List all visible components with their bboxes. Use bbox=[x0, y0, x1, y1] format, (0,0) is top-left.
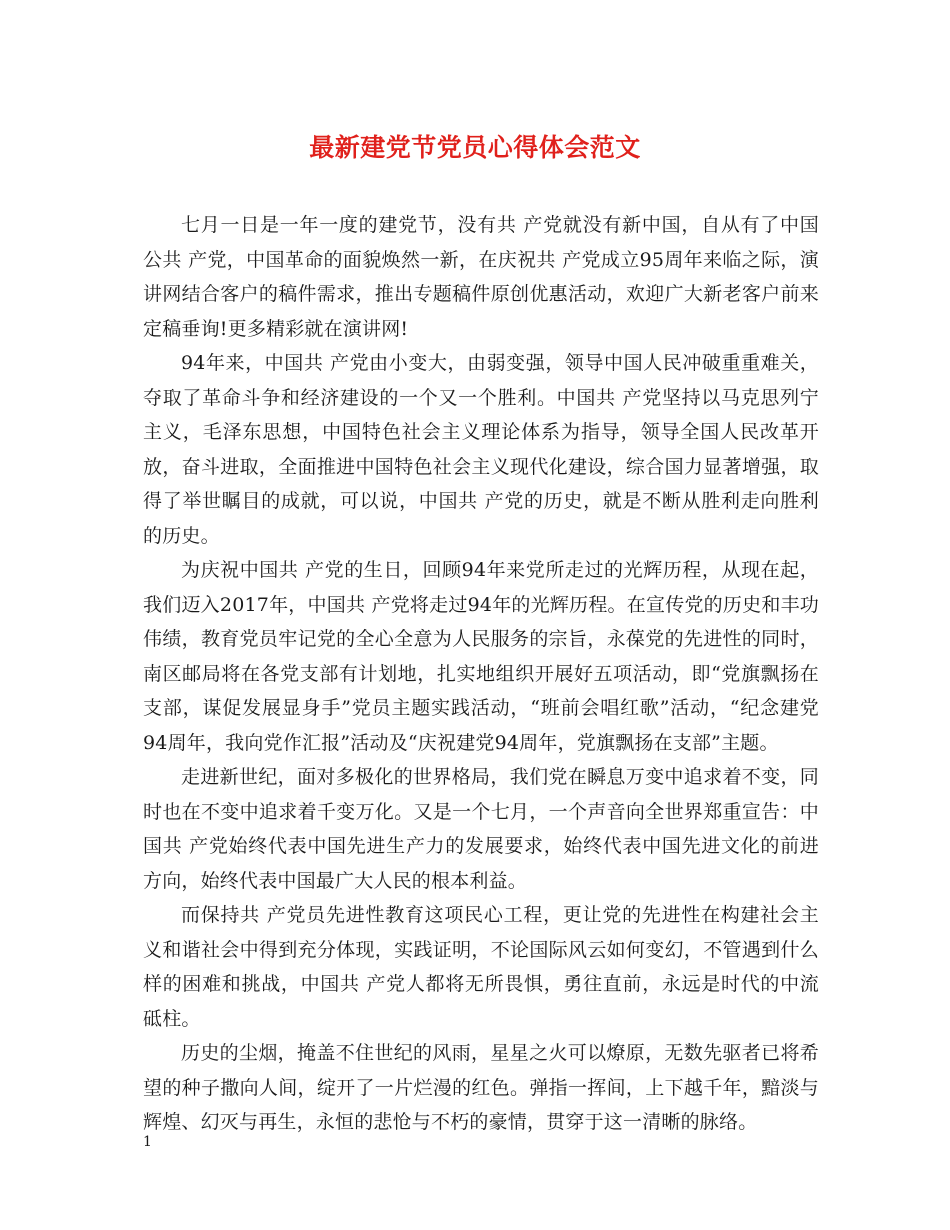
paragraph-1: 七月一日是一年一度的建党节，没有共 产党就没有新中国，自从有了中国公共 产党，中国革命的面貌焕然一新，在庆祝共 产党成立95周年来临之际，演讲网结合客户的稿件需求，推出专题稿件原创优惠活动，欢迎广大新老客户前来定稿垂询!更多精彩就在演讲网! bbox=[143, 214, 819, 340]
paragraph-4: 走进新世纪，面对多极化的世界格局，我们党在瞬息万变中追求着不变，同时也在不变中追求着千变万化。又是一个七月，一个声音向全世界郑重宣告：中国共 产党始终代表中国先进生产力的发展要求，始终代表中国先进文化的前进方向，始终代表中国最广大人民的根本利益。 bbox=[143, 766, 819, 892]
paragraph-3: 为庆祝中国共 产党的生日，回顾94年来党所走过的光辉历程，从现在起，我们迈入2017年，中国共 产党将走过94年的光辉历程。在宣传党的历史和丰功伟绩，教育党员牢记党的全心全意为人民服务的宗旨，永葆党的先进性的同时，南区邮局将在各党支部有计划地，扎实地组织开展好五项活动，即“党旗飘扬在支部，谋促发展显身手”党员主题实践活动，“班前会唱红歌”活动，“纪念建党94周年，我向党作汇报”活动及“庆祝建党94周年，党旗飘扬在支部”主题。 bbox=[143, 559, 819, 754]
paragraph-5: 而保持共 产党员先进性教育这项民心工程，更让党的先进性在构建社会主义和谐社会中得到充分体现，实践证明，不论国际风云如何变幻，不管遇到什么样的困难和挑战，中国共 产党人都将无所畏惧，勇往直前，永远是时代的中流砥柱。 bbox=[143, 904, 819, 1030]
paragraph-6: 历史的尘烟，掩盖不住世纪的风雨，星星之火可以燎原，无数先驱者已将希望的种子撒向人间，绽开了一片烂漫的红色。弹指一挥间，上下越千年，黯淡与辉煌、幻灭与再生，永恒的悲怆与不朽的豪情，贯穿于这一清晰的脉络。 bbox=[143, 1042, 819, 1133]
document-body bbox=[143, 208, 819, 1140]
page-number: 1 bbox=[143, 1134, 152, 1150]
paragraph-2: 94年来，中国共 产党由小变大，由弱变强，领导中国人民冲破重重难关，夺取了革命斗争和经济建设的一个又一个胜利。中国共 产党坚持以马克思列宁主义，毛泽东思想，中国特色社会主义理论体系为指导，领导全国人民改革开放，奋斗进取，全面推进中国特色社会主义现代化建设，综合国力显著增强，取得了举世瞩目的成就，可以说，中国共 产党的历史，就是不断从胜利走向胜利的历史。 bbox=[143, 352, 819, 547]
document-title: 最新建党节党员心得体会范文 bbox=[309, 133, 641, 162]
